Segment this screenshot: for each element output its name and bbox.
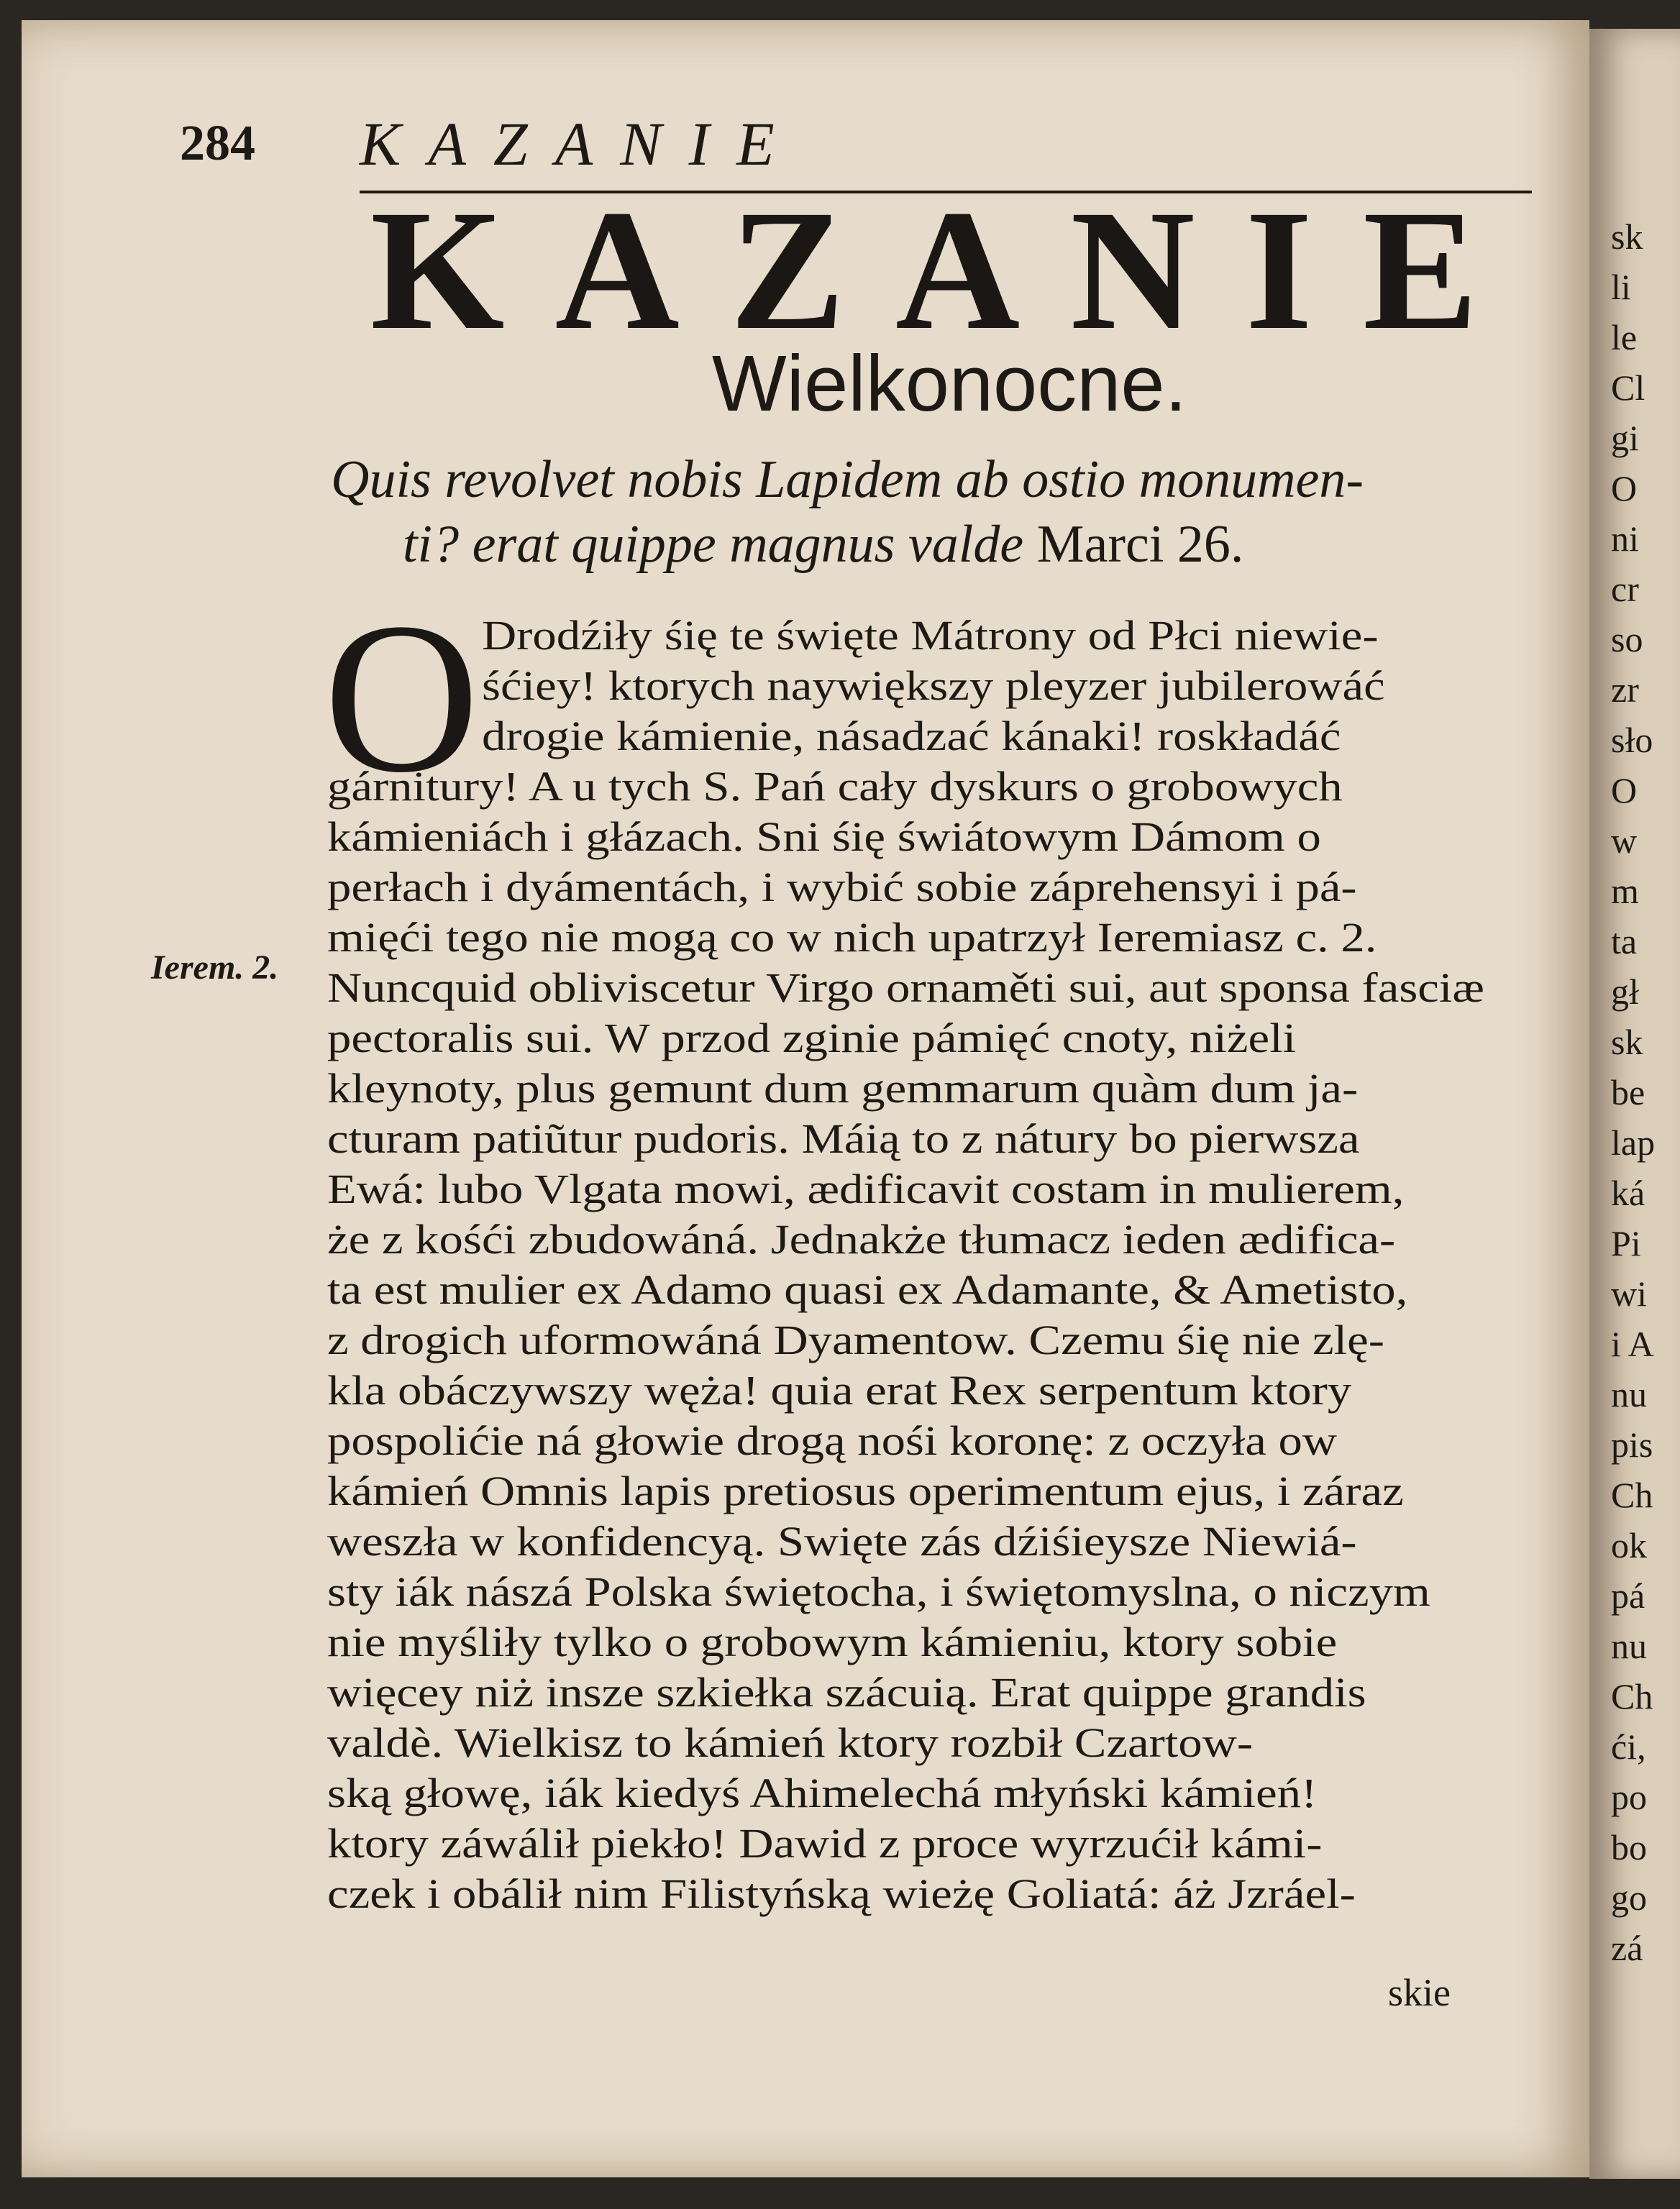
body-line: że z kośći zbudowáná. Jednakże tłumacz ieden ædifica-: [327, 1216, 1396, 1263]
next-page-fragment: Cl: [1611, 367, 1645, 408]
body-line: perłach i dyámentách, i wybić sobie záprehensyi i pá-: [327, 864, 1357, 910]
next-page-fragment: ká: [1611, 1173, 1645, 1213]
body-line: pospolićie ná głowie drogą nośi koronę: z oczyła ow: [327, 1417, 1338, 1464]
next-page-fragment: Ch: [1611, 1676, 1653, 1716]
next-page-fragment: Ch: [1611, 1475, 1653, 1515]
next-page-fragment: zr: [1611, 669, 1639, 710]
next-page-fragment: nu: [1611, 1626, 1647, 1666]
next-page-fragment: zá: [1611, 1928, 1643, 1968]
body-line: ską głowę, iák kiedyś Ahimelechá młyński kámień!: [327, 1770, 1318, 1816]
body-line: ta est mulier ex Adamo quasi ex Adamante, & Ametisto,: [327, 1266, 1408, 1313]
quote-line-1: Quis revolvet nobis Lapidem ab ostio monumen-: [331, 450, 1364, 509]
body-line: weszła w konfidencyą. Swięte zás dźiśieysze Niewiá-: [327, 1518, 1357, 1565]
next-page-fragment: pá: [1611, 1575, 1645, 1616]
next-page-fragment: lap: [1611, 1122, 1656, 1163]
next-page-fragment: m: [1611, 871, 1639, 911]
next-page-fragment: sk: [1611, 216, 1643, 257]
next-page-fragment: gł: [1611, 971, 1639, 1012]
sermon-subtitle: Wielkonocne.: [711, 339, 1187, 428]
body-line: gárnitury! A u tych S. Pań cały dyskurs o grobowych: [327, 763, 1343, 810]
body-line: nie myśliły tylko o grobowym kámieniu, ktory sobie: [327, 1619, 1338, 1665]
next-page-fragment: w: [1611, 820, 1638, 861]
page-number: 284: [180, 116, 255, 171]
next-page-fragment: go: [1611, 1878, 1647, 1918]
body-line: kleynoty, plus gemunt dum gemmarum quàm dum ja-: [327, 1065, 1359, 1112]
next-page-fragment: sk: [1611, 1022, 1643, 1062]
sermon-title: KAZANIE: [370, 174, 1529, 365]
next-page-fragment: nu: [1611, 1374, 1647, 1414]
next-page-fragment: ni: [1611, 518, 1639, 559]
next-page-edge: [1589, 29, 1680, 2179]
body-line: kámieniách i głázach. Sni śię świátowym Dámom o: [327, 813, 1321, 860]
body-line: pectoralis sui. W przod zginie pámięć cnoty, niżeli: [327, 1015, 1297, 1061]
body-line: cturam patiũtur pudoris. Máią to z nátury bo pierwsza: [327, 1115, 1360, 1162]
drop-cap: O: [324, 578, 480, 817]
next-page-fragment: le: [1611, 317, 1638, 357]
next-page-fragment: ta: [1611, 921, 1638, 961]
body-line: więcey niż insze szkiełka szácuią. Erat quippe grandis: [327, 1669, 1366, 1716]
next-page-fragment: O: [1611, 468, 1638, 508]
quote-line-2-italic: ti? erat quippe magnus valde: [403, 515, 1024, 574]
body-line: Nuncquid obliviscetur Virgo ornaměti sui, aut sponsa fasciæ: [327, 964, 1484, 1011]
next-page-fragment: Pi: [1611, 1223, 1641, 1263]
next-page-fragment: pis: [1611, 1424, 1653, 1465]
body-line: Ewá: lubo Vlgata mowi, ædificavit costam in mulierem,: [327, 1166, 1405, 1212]
quote-reference: Marci 26.: [1036, 515, 1244, 574]
body-line: valdè. Wielkisz to kámień ktory rozbił Czartow-: [327, 1719, 1254, 1766]
catchword: skie: [1388, 1971, 1451, 2014]
body-line: kámień Omnis lapis pretiosus operimentum ejus, i záraz: [327, 1468, 1404, 1514]
next-page-fragment: gi: [1611, 418, 1639, 458]
body-line: śćiey! ktorych naywiększy pleyzer jubilerowáć: [482, 662, 1385, 709]
next-page-fragment: bo: [1611, 1827, 1647, 1867]
next-page-fragment: be: [1611, 1072, 1645, 1112]
next-page-fragment: wi: [1611, 1273, 1647, 1314]
next-page-fragment: ći,: [1611, 1727, 1646, 1767]
body-line: kla obáczywszy węża! quia erat Rex serpentum ktory: [327, 1367, 1352, 1414]
body-line: sty iák nászá Polska świętocha, i świętomyslna, o niczym: [327, 1568, 1430, 1615]
body-line: drogie kámienie, násadzać kánaki! roskładáć: [482, 713, 1341, 759]
body-line: mięći tego nie mogą co w nich upatrzył Ieremiasz c. 2.: [327, 914, 1377, 961]
next-page-fragment: so: [1611, 619, 1643, 659]
margin-note: Ierem. 2.: [151, 948, 279, 987]
running-title: KAZANIE: [360, 109, 802, 178]
quote-line-2: [403, 514, 1611, 575]
next-page-fragment: cr: [1611, 569, 1639, 609]
next-page-fragment: i A: [1611, 1324, 1654, 1364]
next-page-fragment: po: [1611, 1777, 1647, 1817]
body-line: Drodźiły śię te święte Mátrony od Płci niewie-: [482, 612, 1379, 659]
next-page-fragment: sło: [1611, 720, 1653, 760]
body-line: z drogich uformowáná Dyamentow. Czemu śię nie zlę-: [327, 1317, 1384, 1363]
body-line: czek i obálił nim Filistyńską wieżę Goliatá: áż Jzráel-: [327, 1870, 1356, 1917]
next-page-fragment: O: [1611, 770, 1638, 810]
next-page-fragment: ok: [1611, 1525, 1647, 1565]
next-page-fragment: li: [1611, 267, 1631, 307]
body-line: ktory záwálił piekło! Dawid z proce wyrzućił kámi-: [327, 1820, 1323, 1867]
